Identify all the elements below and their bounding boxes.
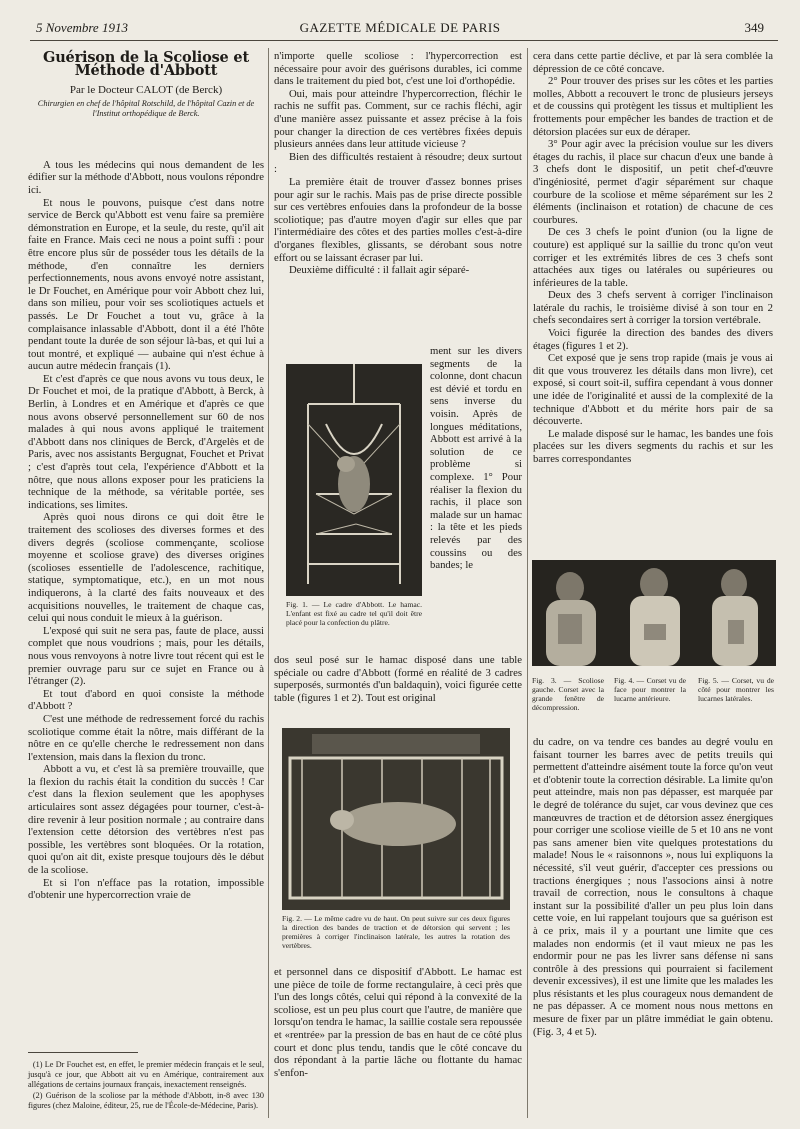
column-divider-1 (268, 48, 269, 1118)
paragraph: Deuxième difficulté : il fallait agir séparé- (288, 264, 470, 277)
figure-1-caption: Fig. 1. — Le cadre d'Abbott. Le hamac. L'enfant est fixé au cadre tel qu'il doit être placé pour la confection du plâtre. (286, 600, 422, 627)
paragraph: Abbott a vu, et c'est là sa première trouvaille, que la flexion du rachis était la condition du succès ! Car c'est dans la flexion seulement que les apophyses articulaires sont assez dégagées pour tourner, c'est-à-dire revenir à leur position normale ; au contraire dans l'extension cette détorsion des vertèbres n'est pas possible, les vertèbres sont bloquées. Or la rotation, quoi qu'on ait dit, existe presque toujours dès le début de la scoliose. (28, 763, 264, 877)
paragraph: Deux des 3 chefs servent à corriger l'inclinaison latérale du rachis, le troisième divisé à son tour en 2 chefs secondaires sert à corriger la torsion vertébrale. (533, 289, 773, 327)
paragraph: Oui, mais pour atteindre l'hypercorrection, fléchir le rachis ne suffit pas. Comment, sur ce rachis fléchi, agir d'une manière assez puissante et assez précise à la fois pour changer la direction de ces vertèbres fixées depuis plusieurs années dans leur attitude vicieuse ? (274, 87, 522, 151)
footnote-rule (28, 1052, 138, 1053)
paragraph: Le malade disposé sur le hamac, les bandes une fois placées sur les divers segments du rachis et sur les barres correspondantes (533, 427, 773, 465)
paragraph: Et si l'on n'efface pas la rotation, impossible d'obtenir une hypercorrection vraie de (28, 876, 264, 902)
footnotes (28, 1060, 264, 1112)
abbott-frame-illustration (286, 364, 422, 596)
paragraph: Cet exposé que je sens trop rapide (mais je vous ai dit que vous trouverez les détails dans mon livre), cet exposé, si court soit-il, suffira cependant à vous donner une idée de l'originalité et aussi de la complexité de la technique d'Abbott et du mérite hors pair de sa découverte. (533, 352, 773, 428)
column-3-bottom-text: du cadre, on va tendre ces bandes au degré voulu en faisant tourner les barres avec de petits treuils qui permettent d'atteindre aisément toute la force qu'on veut et d'obtenir toute la correction désirable. La limite qu'on peut atteindre, mais non pas dépasser, est marquée par le degré de tolérance du sujet, car vous devinez que ces manœuvres de traction et de détorsion assez énergiques pour corriger une scoliose vieille de 5 et 10 ans ne vont pas sans amener bien vite quelques protestations du malade! Nous le « raisonnons », nous lui expliquons la nécessité, s'il veut guérir, d'accepter ces pressions ou tractions énergiques ; nous l'associons ainsi à notre travail de correction, nous le consultons à chaque instant sur la possibilité d'aller un peu plus loin dans cette voie, en lui rappelant toujours que sa guérison est à ce prix, mais il y a pourtant une limite que ces malades non endormis (et il vaut mieux ne pas les endormir pour ne pas les livrer sans défense ni sans contrôle à des pressions qui pourraient si facilement devenir excessives), il est une limite que les malades les plus résistants et les plus courageux nous demandent de ne pas dépasser. A ce moment nous nous mettons en mesure de fixer par un plâtre immédiat le gain obtenu. (Fig. 3, 4 et 5). (533, 736, 773, 1038)
paragraph: Après quoi nous dirons ce qui doit être le traitement des scolioses des diverses formes et des divers degrés (scoliose commençante, scoliose moyenne et scoliose grave) des diverses origines (scolioses essentielle de l'adolescence, rachitique, statique, symptomatique, etc.), en un mot nous indiquerons, à la clarté des faits nouveaux et des acquisitions nouvelles, le traitement de chaque cas, celui qui nous conduit le mieux à la guérison. (28, 511, 264, 625)
paragraph: 2° Pour trouver des prises sur les côtes et les parties molles, Abbott a recouvert le tronc de plusieurs jerseys et de coussins qui protègent les tissus et multiplient les frottements pour empêcher les bandes de traction et de détorsion placées sur eux de déraper. (533, 75, 773, 138)
figure-1-photo (286, 364, 422, 596)
column-2-mid-text: dos seul posé sur le hamac disposé dans une table spéciale ou cadre d'Abbott (formé en réalité de 3 cadres superposés, surmontés d'un baldaquin), voici figurée cette table (figures 1 et 2). Tout est original (274, 654, 522, 704)
corset-photos-illustration (532, 560, 776, 666)
paragraph: L'exposé qui suit ne sera pas, faute de place, aussi complet que nous voudrions ; mais, pour les détails, nous vous renvoyons à notre livre tout récent qui est le premier ouvrage paru sur ce sujet en France ou à l'étranger (2). (28, 624, 264, 688)
paragraph: Voici figurée la direction des bandes des divers étages (figures 1 et 2). (533, 327, 773, 352)
article-title: Guérison de la Scoliose et Méthode d'Abbott (43, 49, 249, 79)
figures-3-5-photo (532, 560, 776, 666)
figure-2-photo (282, 728, 510, 910)
figure-2-caption: Fig. 2. — Le même cadre vu de haut. On peut suivre sur ces deux figures la direction des bandes de traction et de détorsion qui servent ; les premières à corriger l'inclinaison latérale, les autres la rotation des vertèbres. (282, 914, 510, 950)
figure-4-caption: Fig. 4. — Corset vu de face pour montrer la lucarne antérieure. (614, 676, 686, 703)
paragraph: Et c'est d'après ce que nous avons vu tous deux, le Dr Fouchet et moi, de la pratique d'Abbott, à Berck, à Berlin, à Londres et en Amérique et d'après ce que nous avons observé personnellement sur 60 de nos malades à qui nous avons appliqué le traitement d'Abbott dans nos cliniques de Berck, d'Argelès et de Paris, avec nos assistants Bergugnat, Fouchet et Privat ; c'est d'après tout cela, l'expérience d'Abbott et la nôtre, que nous allons exposer pour les praticiens la technique de la méthode, sa véritable portée, ses indications, ses limites. (28, 372, 264, 511)
paragraph: Et nous le pouvons, puisque c'est dans notre service de Berck qu'Abbott est venu faire sa première démonstration en Europe, et la seule, du reste, qu'il ait faite en France. Mais ceci ne nous a point suffi : pour être encore plus sûr de posséder tous les détails de la méthode, d'en connaître les derniers perfectionnements, nous avons envoyé notre assistant, le Dr Fouchet, en Amérique pour voir Abbott chez lui, dans son milieu, pour voir ses scoliotiques actuels et passés. Le Dr Fouchet a tout vu, grâce à la complaisance inlassable d'Abbott, dont il a été l'hôte pendant toute la durée de son séjour là-bas, et qui lui a tout montré, et expliqué — aubaine qui n'est échue à aucun autre médecin français (1). (28, 196, 264, 373)
column-1 (28, 50, 264, 902)
footnote: (1) Le Dr Fouchet est, en effet, le premier médecin français et le seul, jusqu'à ce jour, que Abbott ait vu en Amérique, contrairement aux allégations de certains journaux français, inexactement renseignés. (28, 1060, 264, 1089)
figure-5-caption: Fig. 5. — Corset, vu de côté pour montrer les lucarnes latérales. (698, 676, 774, 703)
paragraph: cera dans cette partie déclive, et par là sera comblée la dépression de ce côté concave. (533, 50, 773, 75)
paragraph: C'est une méthode de redressement forcé du rachis scoliotique comme était la nôtre, mais différant de la nôtre en ce qu'elle cherche le redressement non dans l'extension, mais dans la flexion du tronc. (28, 712, 264, 763)
issue-date: 5 Novembre 1913 (36, 20, 128, 35)
paragraph: De ces 3 chefs le point d'union (ou la ligne de couture) est appliqué sur la saillie du tronc qu'on veut corriger et les extrémités libres de ces 3 chefs sont attachées aux tiges ou latérales ou supérieures ou inférieures de la table. (533, 226, 773, 289)
article-author: Par le Docteur CALOT (de Berck) (69, 84, 223, 97)
column-2-side-text: ment sur les divers segments de la colonne, dont chacun est dévié et tordu en sens inverse du voisin. Après de longues méditations, Abbott est arrivé à la solution de ce problème si complexe. 1° Pour réaliser la flexion du rachis, il place son malade sur un hamac : la tête et les pieds relevés par des coussins ou des bandes; le (430, 345, 522, 572)
paragraph: A tous les médecins qui nous demandent de les édifier sur la méthode d'Abbott, nous voulons répondre ici. (28, 158, 264, 196)
column-divider-2 (527, 48, 528, 1118)
header-rule (30, 40, 778, 41)
footnote: (2) Guérison de la scoliose par la méthode d'Abbott, in-8 avec 130 figures (chez Maloine, éditeur, 25, rue de l'École-de-Médecine, Paris). (28, 1091, 264, 1110)
paragraph: 3° Pour agir avec la précision voulue sur les divers étages du rachis, il place sur chacun d'eux une bande à 3 chefs dont le dispositif, un petit chef-d'œuvre d'ingéniosité, permet d'agir séparément sur chaque courbure de la scoliose et même séparément sur les 2 éléments (inclinaison et rotation) de chacune de ces courbures. (533, 138, 773, 226)
article-affiliation: Chirurgien en chef de l'hôpital Rotschild, de l'hôpital Cazin et de l'Institut orthopédique de Berck. (37, 98, 255, 118)
column-2-top (274, 50, 522, 277)
figure-3-caption: Fig. 3. — Scoliose gauche. Corset avec la grande fenêtre de décompression. (532, 676, 604, 712)
journal-title: GAZETTE MÉDICALE DE PARIS (299, 20, 501, 35)
column-3-top (533, 50, 773, 466)
paragraph: n'importe quelle scoliose : l'hypercorrection est nécessaire pour avoir des guérisons durables, ici comme dans le traitement du pied bot, c'est une loi d'orthopédie. (274, 50, 522, 88)
abbott-frame-top-view-illustration (282, 728, 510, 910)
column-2-bottom-text: et personnel dans ce dispositif d'Abbott. Le hamac est une pièce de toile de forme rectangulaire, à ceci près que l'un des longs côtés, celui qui répond à la convexité de la scoliose, est un peu plus court que l'autre, de manière que lorsqu'on tendra le hamac, la saillie costale sera repoussée et «rentrée» par la pression de bas en haut de ce côté plus court et donc plus tendu, tandis que le côté concave du dos répondant à la partie lâche ou flottante du hamac s'enfon- (274, 966, 522, 1079)
paragraph: Bien des difficultés restaient à résoudre; deux surtout : (274, 150, 522, 176)
paragraph: Et tout d'abord en quoi consiste la méthode d'Abbott ? (28, 687, 264, 713)
page-number: 349 (744, 20, 764, 35)
paragraph: La première était de trouver d'assez bonnes prises pour agir sur le rachis. Mais pas de prise directe possible sur ces vertèbres enfouies dans la profondeur de la bosse scoliotique; pas d'autre moyen d'agir sur elles que par l'intermédiaire des côtes et des parties molles c'est-à-dire d'organes flexibles, glissants, se dérobant sous notre effort ou se laissant écraser par lui. (274, 175, 522, 264)
